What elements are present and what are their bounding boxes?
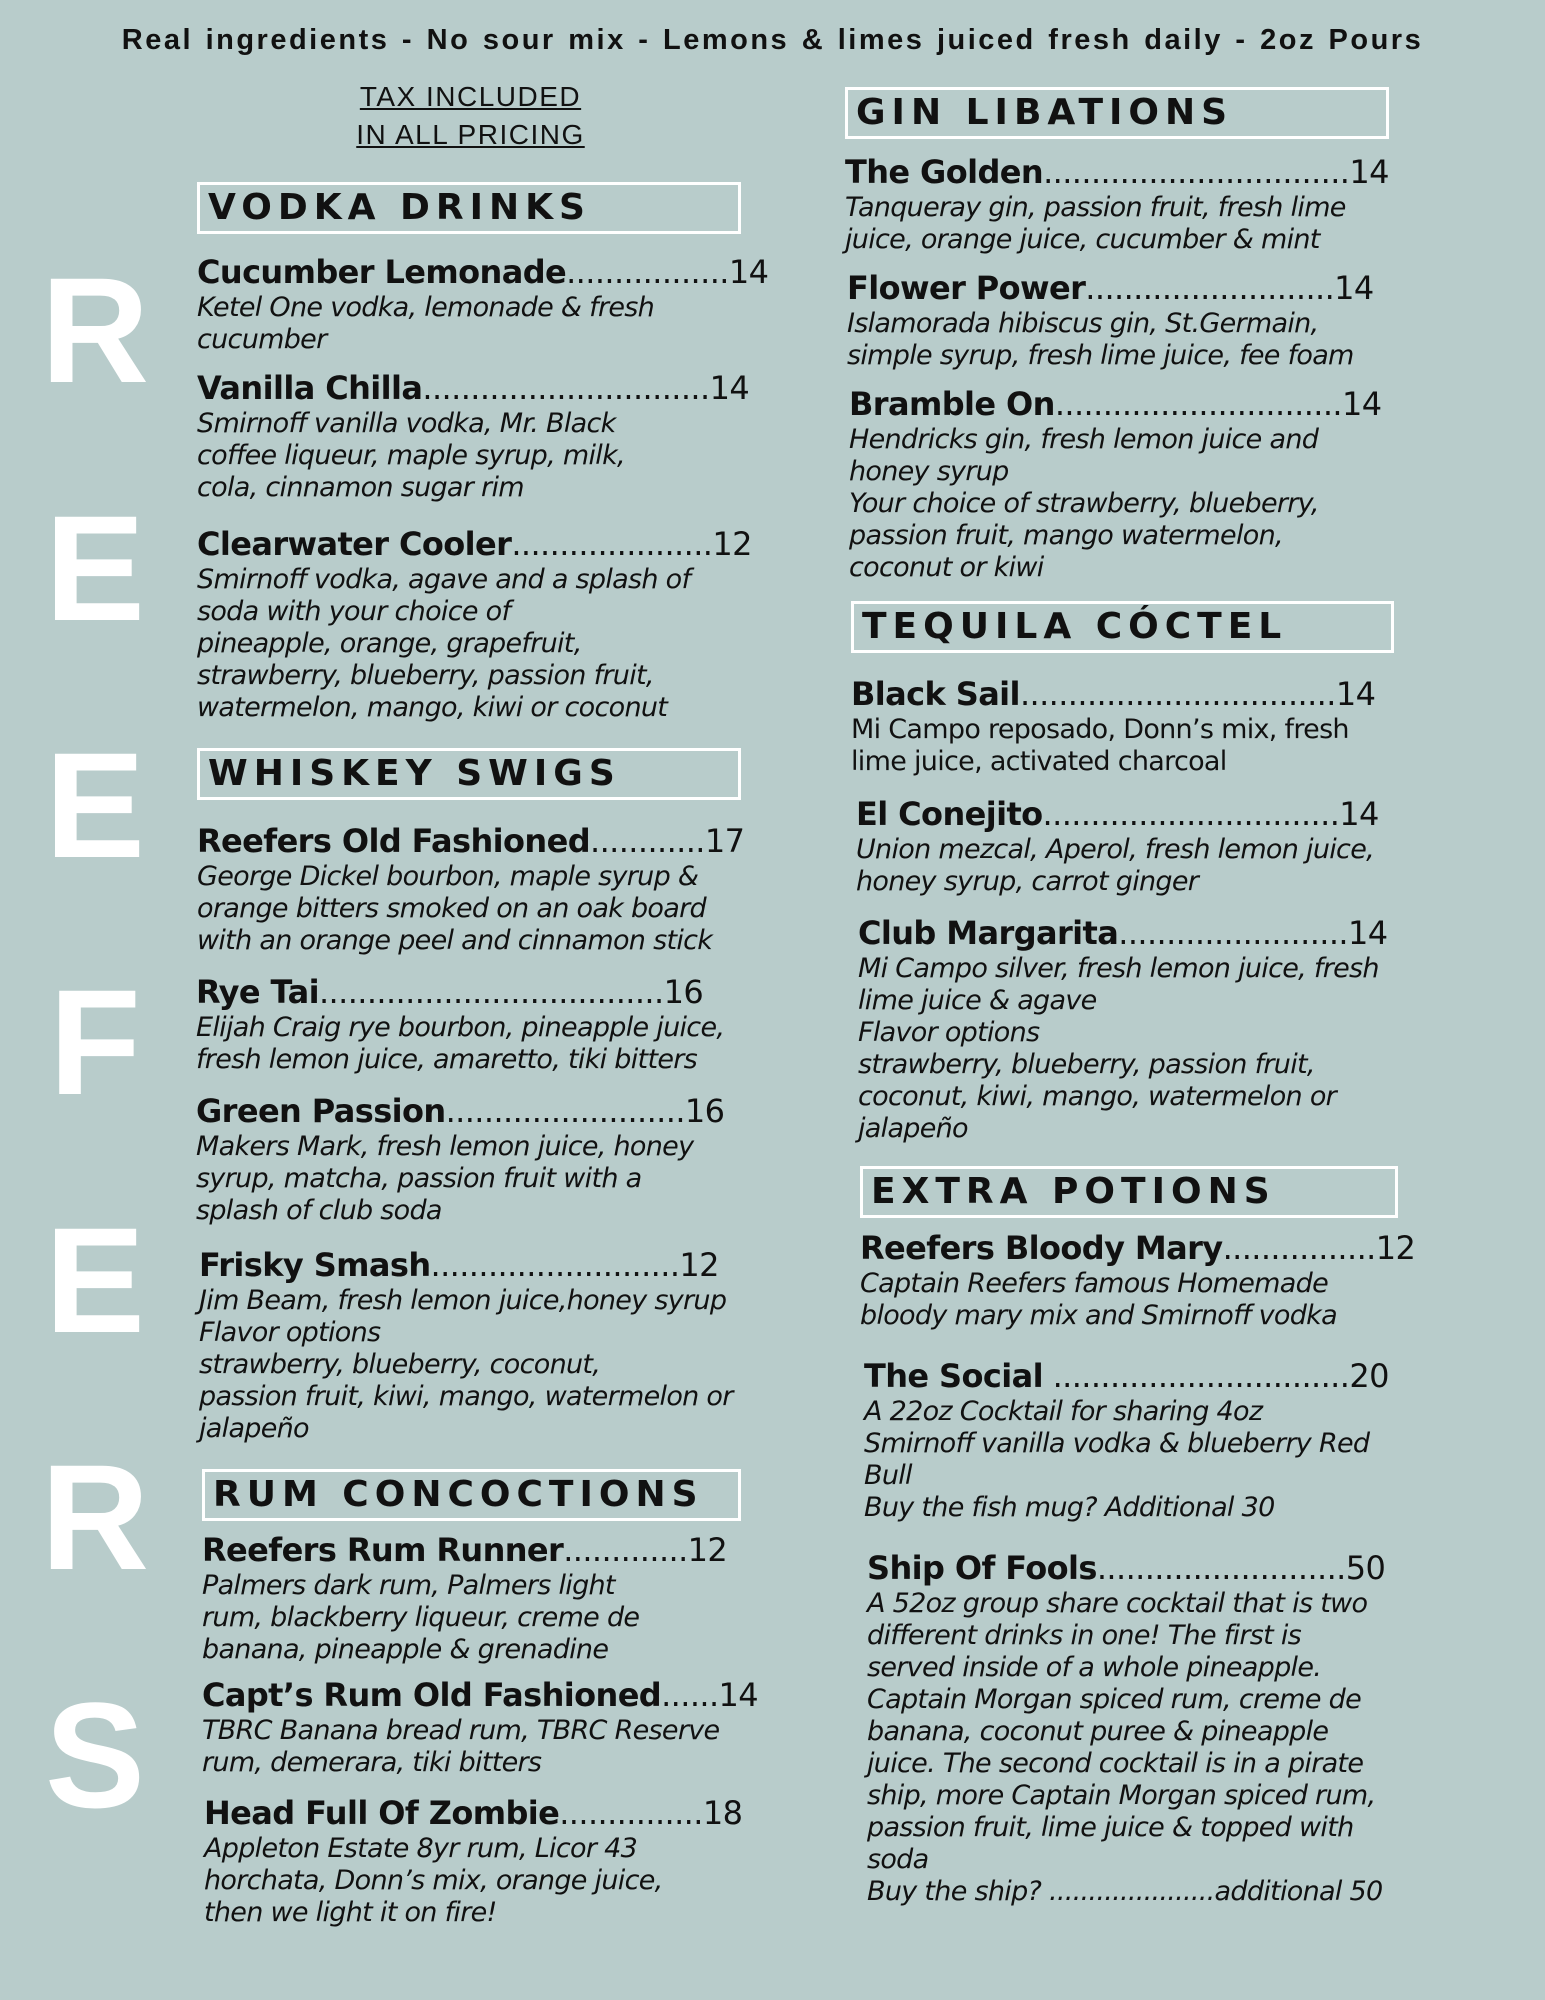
- menu-item-price: 14: [1339, 795, 1379, 833]
- description-line: Appleton Estate 8yr rum, Licor 43: [204, 1833, 638, 1864]
- section-heading-whiskey: WHISKEY SWIGS: [197, 748, 741, 800]
- menu-item-price: 20: [1349, 1357, 1389, 1395]
- menu-item-description: [197, 292, 768, 356]
- description-line: Hendricks gin, fresh lemon juice and: [849, 424, 1319, 455]
- description-line: soda: [867, 1844, 929, 1875]
- menu-item-leader: ............: [590, 822, 705, 860]
- description-line: horchata, Donn’s mix, orange juice,: [204, 1865, 663, 1896]
- description-line: strawberry, blueberry, passion fruit,: [197, 660, 654, 691]
- menu-item-title-row: [196, 972, 724, 1012]
- menu-item-leader: ........................: [1118, 914, 1348, 952]
- menu-item-description: [197, 408, 749, 504]
- description-line: Tanqueray gin, passion fruit, fresh lime: [845, 192, 1346, 223]
- description-line: jalapeño: [199, 1413, 309, 1444]
- menu-item-name: Rye Tai: [196, 973, 319, 1011]
- menu-item-description: [864, 1396, 1389, 1524]
- description-line: Smirnoff vanilla vodka & blueberry Red: [864, 1428, 1370, 1459]
- description-line: coffee liqueur, maple syrup, milk,: [197, 440, 625, 471]
- description-line: watermelon, mango, kiwi or coconut: [197, 692, 668, 723]
- menu-item-title-row: [199, 1245, 733, 1285]
- menu-item-title-row: [858, 913, 1388, 953]
- menu-item-leader: ..........................: [1096, 1549, 1346, 1587]
- description-line: with an orange peel and cinnamon stick: [197, 925, 713, 956]
- description-line: Mi Campo reposado, Donn’s mix, fresh: [851, 714, 1349, 745]
- section-heading-extra: EXTRA POTIONS: [860, 1166, 1398, 1218]
- menu-item-leader: ..............................: [1054, 385, 1342, 423]
- brand-letter: E: [44, 484, 146, 652]
- menu-item-title-row: [847, 268, 1374, 308]
- menu-item-leader: .........................: [445, 1092, 685, 1130]
- menu-item-description: [197, 564, 752, 724]
- menu-item-name: The Golden: [845, 153, 1044, 191]
- menu-item-leader: ..........................: [1085, 269, 1335, 307]
- menu-item-title-row: [197, 368, 749, 408]
- description-line: banana, coconut puree & pineapple: [867, 1716, 1329, 1747]
- menu-item: [196, 1091, 724, 1227]
- menu-item: [196, 972, 724, 1076]
- description-line: pineapple, orange, grapefruit,: [197, 628, 582, 659]
- menu-item-title-row: [196, 1091, 724, 1131]
- menu-item-price: 14: [1342, 385, 1382, 423]
- description-line: strawberry, blueberry, passion fruit,: [858, 1049, 1315, 1080]
- menu-item-name: Flower Power: [847, 269, 1086, 307]
- menu-item: [197, 821, 744, 957]
- menu-item: [864, 1356, 1389, 1524]
- menu-item-name: Vanilla Chilla: [197, 369, 423, 407]
- menu-item-name: Club Margarita: [858, 914, 1119, 952]
- brand-letter: S: [44, 1671, 146, 1839]
- description-line: Your choice of strawberry, blueberry,: [849, 488, 1319, 519]
- brand-letter: E: [44, 721, 146, 889]
- description-line: Elijah Craig rye bourbon, pineapple juice,: [196, 1012, 725, 1043]
- menu-item-description: [849, 424, 1382, 584]
- menu-item: [860, 1228, 1415, 1332]
- menu-item-name: Cucumber Lemonade: [197, 253, 567, 291]
- menu-item-price: 17: [704, 822, 745, 860]
- menu-item-leader: ..............................: [422, 369, 710, 407]
- menu-item-leader: .................................: [1019, 675, 1336, 713]
- description-line: passion fruit, kiwi, mango, watermelon or: [199, 1381, 733, 1412]
- menu-item-price: 12: [1375, 1229, 1416, 1267]
- menu-item-name: Ship Of Fools: [867, 1549, 1097, 1587]
- menu-item-name: Head Full Of Zombie: [204, 1794, 560, 1832]
- menu-item-title-row: [197, 821, 744, 861]
- menu-item-leader: ...............................: [1043, 1357, 1350, 1395]
- description-line: orange bitters smoked on an oak board: [197, 893, 706, 924]
- menu-item-title-row: [851, 674, 1375, 714]
- description-line: juice, orange juice, cucumber & mint: [845, 224, 1320, 255]
- menu-item: [847, 268, 1374, 372]
- description-line: lime juice, activated charcoal: [851, 746, 1227, 777]
- brand-letter: E: [44, 1196, 146, 1364]
- menu-item-name: Clearwater Cooler: [197, 525, 512, 563]
- description-line: cucumber: [197, 324, 327, 355]
- description-line: bloody mary mix and Smirnoff vodka: [860, 1300, 1337, 1331]
- description-line: jalapeño: [858, 1113, 968, 1144]
- menu-item-title-row: [197, 252, 768, 292]
- menu-item-leader: ......: [661, 1676, 719, 1714]
- menu-item-title-row: [860, 1228, 1415, 1268]
- menu-item-price: 16: [663, 973, 704, 1011]
- menu-item-description: [851, 714, 1375, 778]
- description-line: A 22oz Cocktail for sharing 4oz: [864, 1396, 1263, 1427]
- description-line: rum, blackberry liqueur, creme de: [202, 1602, 640, 1633]
- menu-item: [856, 794, 1379, 898]
- menu-item: [858, 913, 1388, 1145]
- description-line: syrup, matcha, passion fruit with a: [196, 1163, 642, 1194]
- menu-item-name: Black Sail: [851, 675, 1020, 713]
- menu-item-description: [860, 1268, 1415, 1332]
- description-line: Smirnoff vodka, agave and a splash of: [197, 564, 691, 595]
- description-line: A 52oz group share cocktail that is two: [867, 1588, 1368, 1619]
- menu-item: [845, 152, 1389, 256]
- menu-item-description: [847, 308, 1374, 372]
- menu-item-name: Reefers Bloody Mary: [860, 1229, 1223, 1267]
- menu-item-price: 12: [712, 525, 752, 563]
- menu-item-name: El Conejito: [856, 795, 1043, 833]
- menu-item-description: [202, 1570, 727, 1666]
- menu-item-leader: ....................................: [318, 973, 664, 1011]
- menu-item-price: 18: [702, 1794, 743, 1832]
- description-line: passion fruit, lime juice & topped with: [867, 1812, 1354, 1843]
- description-line: Flavor options: [858, 1017, 1040, 1048]
- menu-item-title-row: [845, 152, 1389, 192]
- menu-item-description: [197, 861, 744, 957]
- menu-item-price: 12: [687, 1531, 728, 1569]
- tax-notice: [313, 78, 628, 154]
- description-line: honey syrup, carrot ginger: [856, 866, 1199, 897]
- description-line: Makers Mark, fresh lemon juice, honey: [196, 1131, 694, 1162]
- section-heading-vodka: VODKA DRINKS: [197, 182, 741, 234]
- menu-item-leader: .................: [566, 253, 729, 291]
- description-line: soda with your choice of: [197, 596, 511, 627]
- description-line: Captain Reefers famous Homemade: [860, 1268, 1328, 1299]
- description-line: juice. The second cocktail is in a pirate: [867, 1748, 1364, 1779]
- brand-letter: F: [49, 958, 141, 1126]
- menu-item-title-row: [867, 1548, 1385, 1588]
- menu-item: [197, 368, 749, 504]
- description-line: Smirnoff vanilla vodka, Mr. Black: [197, 408, 616, 439]
- description-line: Ketel One vodka, lemonade & fresh: [197, 292, 655, 323]
- description-line: then we light it on fire!: [204, 1897, 497, 1928]
- menu-item-description: [204, 1833, 742, 1929]
- description-line: honey syrup: [849, 456, 1009, 487]
- menu-item-description: [867, 1588, 1385, 1908]
- section-heading-tequila: TEQUILA CÓCTEL: [851, 601, 1394, 653]
- menu-item-description: [858, 953, 1388, 1145]
- description-line: different drinks in one! The first is: [867, 1620, 1302, 1651]
- tagline: Real ingredients - No sour mix - Lemons & limes juiced fresh daily - 2oz Pours: [121, 24, 1424, 56]
- menu-item-name: Green Passion: [196, 1092, 446, 1130]
- menu-item-description: [196, 1012, 724, 1076]
- brand-letter: R: [40, 1433, 150, 1601]
- menu-item-description: [202, 1715, 758, 1779]
- menu-item: [849, 384, 1382, 584]
- menu-item-price: 14: [1347, 914, 1388, 952]
- description-line: Islamorada hibiscus gin, St.Germain,: [847, 308, 1319, 339]
- menu-item: [867, 1548, 1385, 1908]
- menu-item-leader: .............: [563, 1531, 688, 1569]
- menu-item: [204, 1793, 742, 1929]
- menu-item-description: [199, 1285, 733, 1445]
- menu-item-leader: ................................: [1043, 153, 1350, 191]
- menu-item-name: Frisky Smash: [199, 1246, 431, 1284]
- menu-item-price: 16: [684, 1092, 725, 1130]
- menu-item-title-row: [197, 524, 752, 564]
- menu-item-description: [196, 1131, 724, 1227]
- description-line: Flavor options: [199, 1317, 381, 1348]
- menu-item: [202, 1530, 727, 1666]
- description-line: Union mezcal, Aperol, fresh lemon juice,: [856, 834, 1374, 865]
- menu-item: [851, 674, 1375, 778]
- description-line: Palmers dark rum, Palmers light: [202, 1570, 615, 1601]
- menu-item-leader: ...............................: [1042, 795, 1340, 833]
- menu-item-title-row: [202, 1675, 758, 1715]
- menu-item-title-row: [202, 1530, 727, 1570]
- menu-item: [197, 524, 752, 724]
- description-line: fresh lemon juice, amaretto, tiki bitters: [196, 1044, 698, 1075]
- description-line: Mi Campo silver, fresh lemon juice, fresh: [858, 953, 1379, 984]
- description-line: coconut or kiwi: [849, 552, 1044, 583]
- brand-letter: R: [40, 246, 150, 414]
- menu-item-price: 14: [728, 253, 769, 291]
- menu-item-price: 14: [709, 369, 750, 407]
- menu-item-title-row: [204, 1793, 742, 1833]
- menu-item-price: 50: [1345, 1549, 1386, 1587]
- description-line: passion fruit, mango watermelon,: [849, 520, 1283, 551]
- description-line: ship, more Captain Morgan spiced rum,: [867, 1780, 1376, 1811]
- menu-item-price: 12: [679, 1246, 719, 1284]
- description-line: Jim Beam, fresh lemon juice,honey syrup: [199, 1285, 727, 1316]
- menu-item-price: 14: [1334, 269, 1374, 307]
- description-line: Buy the fish mug? Additional 30: [864, 1492, 1275, 1523]
- menu-item-leader: ..........................: [430, 1246, 680, 1284]
- menu-item-title-row: [864, 1356, 1389, 1396]
- menu-item-name: Reefers Rum Runner: [202, 1531, 564, 1569]
- description-line: splash of club soda: [196, 1195, 442, 1226]
- menu-item-price: 14: [718, 1676, 759, 1714]
- menu-item-name: Capt’s Rum Old Fashioned: [202, 1676, 662, 1714]
- description-line: banana, pineapple & grenadine: [202, 1634, 609, 1665]
- description-line: coconut, kiwi, mango, watermelon or: [858, 1081, 1337, 1112]
- description-line: simple syrup, fresh lime juice, fee foam: [847, 340, 1354, 371]
- description-line: served inside of a whole pineapple.: [867, 1652, 1322, 1683]
- description-line: cola, cinnamon sugar rim: [197, 472, 524, 503]
- tax-notice-line: TAX INCLUDED: [359, 81, 582, 112]
- menu-item: [202, 1675, 758, 1779]
- menu-item-price: 14: [1335, 675, 1376, 713]
- description-line: rum, demerara, tiki bitters: [202, 1747, 542, 1778]
- tax-notice-line: IN ALL PRICING: [356, 119, 585, 150]
- menu-item-name: Bramble On: [849, 385, 1055, 423]
- menu-item-price: 14: [1349, 153, 1389, 191]
- menu-item: [199, 1245, 733, 1445]
- description-line: TBRC Banana bread rum, TBRC Reserve: [202, 1715, 720, 1746]
- menu-item-description: [845, 192, 1389, 256]
- description-line: Captain Morgan spiced rum, creme de: [867, 1684, 1362, 1715]
- description-line: strawberry, blueberry, coconut,: [199, 1349, 601, 1380]
- menu-item-description: [856, 834, 1379, 898]
- description-line: Buy the ship? .....................additional 50: [867, 1876, 1383, 1907]
- menu-item-title-row: [849, 384, 1382, 424]
- section-heading-gin: GIN LIBATIONS: [845, 87, 1389, 139]
- menu-item-leader: .....................: [511, 525, 713, 563]
- menu-item-name: Reefers Old Fashioned: [197, 822, 591, 860]
- description-line: George Dickel bourbon, maple syrup &: [197, 861, 699, 892]
- menu-item-leader: ...............: [559, 1794, 703, 1832]
- description-line: lime juice & agave: [858, 985, 1097, 1016]
- section-heading-rum: RUM CONCOCTIONS: [202, 1469, 741, 1521]
- menu-item-title-row: [856, 794, 1379, 834]
- description-line: Bull: [864, 1460, 912, 1491]
- menu-item-name: The Social: [864, 1357, 1043, 1395]
- menu-item: [197, 252, 768, 356]
- menu-item-leader: ................: [1222, 1229, 1376, 1267]
